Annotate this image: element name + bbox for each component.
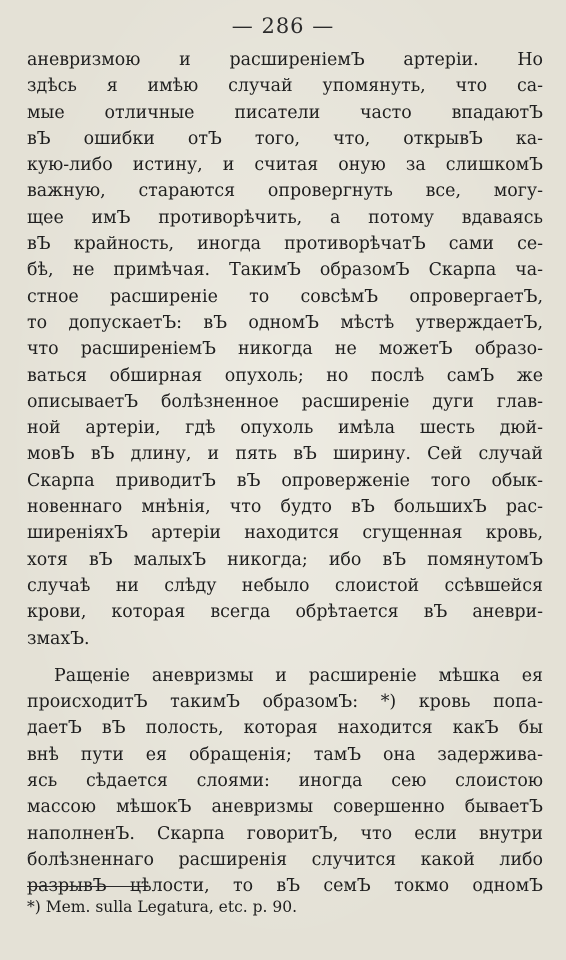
footnote: *) Mem. sulla Legatura, etc. p. 90.: [27, 898, 298, 916]
text-line: Скарпа приводитЪ вЪ опроверженіе того обык-: [27, 470, 543, 491]
text-line: случаѣ ни слѣду небыло слоистой ссѣвшейся: [27, 575, 543, 596]
text-line: болѣзненнаго расширенія случится какой либо: [27, 849, 543, 870]
page-number: — 286 —: [231, 14, 335, 38]
text-line: бѣ, не примѣчая. ТакимЪ образомЪ Скарпа ча-: [27, 260, 543, 281]
paragraph: [27, 663, 543, 900]
text-line: то допускаетЪ: вЪ одномЪ мѣстѣ утверждаетЪ,: [27, 312, 543, 333]
text-line: описываетЪ болѣзненное расширеніе дуги глав-: [27, 391, 543, 412]
text-line: Ращеніе аневризмы и расширеніе мѣшка ея: [54, 665, 543, 686]
text-line: здѣсь я имѣю случай упомянуть, что са-: [27, 76, 543, 97]
text-line: важную, стараются опровергнуть все, могу-: [27, 181, 543, 202]
body-text: [27, 47, 543, 900]
text-line: хотя вЪ малыхЪ никогда; ибо вЪ помянутомЪ: [27, 549, 543, 570]
text-line: ваться обширная опухоль; но послѣ самЪ же: [27, 365, 543, 386]
text-line: вЪ крайность, иногда противорѣчатЪ сами се-: [27, 234, 543, 255]
text-line: ширеніяхЪ артеріи находится сгущенная кровь,: [27, 523, 543, 544]
footnote-rule: [27, 886, 148, 887]
text-line: внѣ пути ея обращенія; тамЪ она задержива-: [27, 744, 543, 765]
text-line: даетЪ вЪ полость, которая находится какЪ бы: [27, 718, 543, 739]
text-line: новеннаго мнѣнія, что будто вЪ большихЪ рас-: [27, 497, 543, 518]
text-line: наполненЪ. Скарпа говоритЪ, что если внутри: [27, 823, 543, 844]
text-line: вЪ ошибки отЪ того, что, открывЪ ка-: [27, 128, 543, 149]
text-line: щее имЪ противорѣчить, а потому вдаваясь: [27, 207, 543, 228]
text-line: мые отличные писатели часто впадаютЪ: [27, 102, 543, 123]
text-line: что расширеніемЪ никогда не можетЪ образо-: [27, 339, 543, 360]
text-line: массою мѣшокЪ аневризмы совершенно бываетЪ: [27, 797, 543, 818]
paragraph-gap: [27, 652, 543, 663]
text-line: аневризмою и расширеніемЪ артеріи. Но: [27, 50, 543, 70]
text-line: крови, которая всегда обрѣтается вЪ аневри-: [27, 602, 543, 623]
paragraph: [27, 47, 543, 652]
text-line: ясь сѣдается слоями: иногда сею слоистою: [27, 771, 543, 792]
text-line: разрывЪ цѣлости, то вЪ семЪ токмо одномЪ: [27, 876, 543, 897]
text-line: мовЪ вЪ длину, и пять вЪ ширину. Сей случай: [27, 444, 543, 465]
text-line: змахЪ.: [27, 628, 90, 649]
text-line: стное расширеніе то совсѣмЪ опровергаетЪ,: [27, 286, 543, 307]
text-line: кую-либо истину, и считая оную за слишкомЪ: [27, 155, 543, 176]
text-line: происходитЪ такимЪ образомЪ: *) кровь попа-: [27, 692, 543, 713]
text-line: ной артеріи, гдѣ опухоль имѣла шесть дюй-: [27, 418, 543, 439]
